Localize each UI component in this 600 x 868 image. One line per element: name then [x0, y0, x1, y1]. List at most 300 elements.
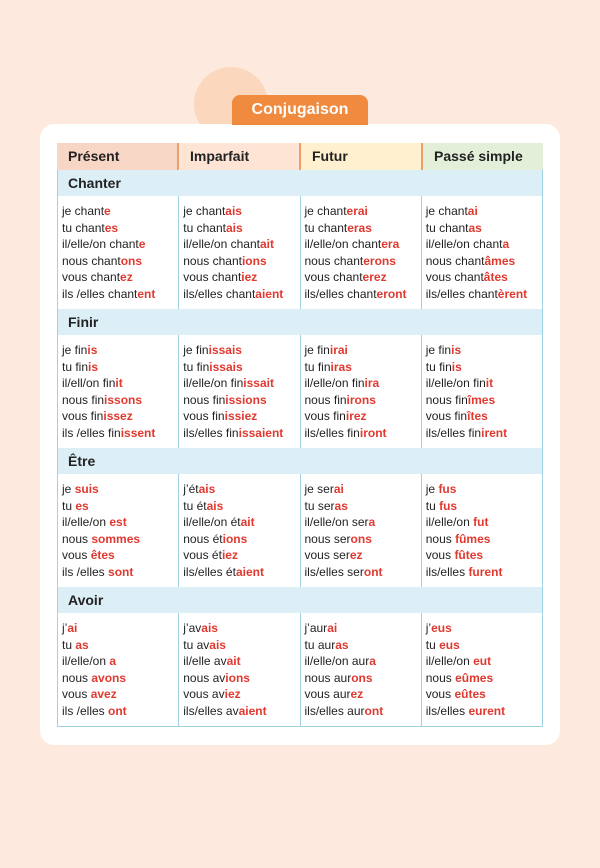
conjugated-form [426, 236, 542, 253]
form-ending: suis [74, 482, 99, 496]
conjugated-form [62, 425, 178, 442]
form-ending: âtes [483, 270, 508, 285]
form-ending: ions [222, 531, 248, 546]
form-ending: ais [225, 204, 242, 218]
form-stem: tu fin [425, 359, 452, 374]
verb-conjugation-row [58, 196, 542, 309]
form-stem: je chant [304, 204, 347, 218]
conjugated-form [62, 637, 178, 654]
form-ending: issiez [224, 409, 258, 424]
form-stem: ils /elles [62, 703, 109, 718]
form-ending: avons [91, 670, 127, 685]
conjugated-form [305, 703, 421, 720]
header-present: Présent [57, 143, 177, 170]
form-stem: ils/elles ser [304, 564, 364, 579]
conjugated-form [305, 686, 421, 703]
form-stem: il/elle/on [425, 515, 474, 530]
conjugated-form [305, 514, 421, 531]
conjugated-form [305, 342, 421, 359]
verb-section-label: Être [58, 448, 542, 474]
conjugated-form [62, 653, 178, 670]
conjugated-form [62, 703, 178, 720]
form-stem: tu chant [183, 220, 226, 235]
form-ending: irai [329, 343, 348, 357]
form-stem: il/elle/on chant [425, 237, 503, 252]
conjugated-form [426, 408, 542, 425]
form-ending: ais [209, 637, 226, 652]
verb-section-label: Finir [58, 309, 542, 335]
form-ending: fus [439, 498, 458, 513]
form-stem: nous fin [183, 392, 226, 407]
conjugated-form [183, 547, 299, 564]
form-stem: nous ét [183, 531, 223, 546]
form-ending: ions [241, 253, 267, 268]
conjugated-form [426, 498, 542, 515]
conjugated-form [62, 269, 178, 286]
form-stem: ils /elles fin [62, 425, 121, 440]
conjugation-cell-futur [300, 335, 421, 448]
form-stem: ils/elles fin [425, 425, 482, 440]
verbs-body [57, 170, 543, 727]
conjugated-form [183, 620, 299, 637]
form-ending: furent [468, 564, 503, 579]
form-stem: tu chant [62, 220, 105, 235]
form-ending: issais [208, 343, 242, 357]
form-ending: avez [90, 687, 117, 702]
form-ending: eurent [468, 703, 506, 718]
form-ending: it [485, 376, 494, 391]
form-stem: vous chant [304, 270, 363, 285]
conjugated-form [426, 425, 542, 442]
form-stem: tu chant [304, 220, 348, 235]
conjugated-form [62, 408, 178, 425]
form-stem: nous chant [425, 253, 485, 268]
form-ending: îtes [467, 409, 488, 424]
form-stem: je chant [183, 204, 226, 218]
conjugated-form [183, 392, 299, 409]
conjugated-form [426, 342, 542, 359]
form-ending: issons [104, 392, 143, 407]
conjugation-cell-present [58, 474, 178, 587]
form-ending: eras [347, 220, 372, 235]
conjugated-form [183, 342, 299, 359]
form-ending: sont [108, 564, 134, 579]
form-ending: ez [120, 270, 133, 285]
conjugated-form [426, 359, 542, 376]
form-ending: ai [67, 621, 78, 635]
form-stem: tu ét [183, 498, 207, 513]
form-stem: je chant [425, 204, 468, 218]
form-ending: es [75, 498, 89, 513]
conjugated-form [305, 564, 421, 581]
conjugated-form [183, 425, 299, 442]
conjugated-form [183, 703, 299, 720]
conjugated-form [183, 514, 299, 531]
form-ending: ons [120, 253, 143, 268]
form-ending: era [381, 237, 400, 252]
form-stem: il/elle/on [62, 654, 110, 669]
form-ending: âmes [484, 253, 516, 268]
form-stem: vous [62, 548, 91, 563]
conjugated-form [426, 375, 542, 392]
form-ending: issions [225, 392, 267, 407]
form-ending: fûtes [454, 548, 484, 563]
form-ending: ont [364, 703, 384, 718]
form-stem: ils/elles [425, 703, 469, 718]
conjugated-form [62, 686, 178, 703]
form-stem: je fin [304, 343, 330, 357]
form-stem: vous ser [304, 548, 350, 563]
conjugated-form [426, 269, 542, 286]
form-stem: vous chant [425, 270, 484, 285]
form-stem: je [425, 482, 439, 496]
conjugation-cell-present [58, 335, 178, 448]
form-stem: nous fin [425, 392, 468, 407]
conjugated-form [62, 236, 178, 253]
form-ending: issais [209, 359, 243, 374]
conjugated-form [183, 653, 299, 670]
form-stem: vous [425, 548, 455, 563]
form-ending: as [335, 637, 349, 652]
conjugation-cell-present [58, 196, 178, 309]
conjugated-form [305, 286, 421, 303]
header-passe-simple: Passé simple [421, 143, 543, 170]
conjugation-table [57, 143, 543, 727]
conjugated-form [62, 220, 178, 237]
conjugated-form [305, 392, 421, 409]
form-ending: êtes [90, 548, 115, 563]
header-imparfait: Imparfait [177, 143, 299, 170]
form-ending: es [104, 220, 119, 235]
form-ending: ais [225, 220, 243, 235]
form-ending: ez [350, 687, 364, 702]
form-stem: nous aur [304, 670, 352, 685]
conjugated-form [426, 653, 542, 670]
form-stem: j’ét [183, 482, 199, 496]
verb-conjugation-row [58, 335, 542, 448]
conjugated-form [305, 498, 421, 515]
conjugated-form [183, 286, 299, 303]
form-stem: je fin [62, 343, 88, 357]
form-stem: tu aur [304, 637, 336, 652]
form-ending: ont [363, 564, 383, 579]
form-ending: erai [346, 204, 368, 218]
form-ending: e [104, 204, 111, 218]
form-stem: je [62, 482, 75, 496]
conjugated-form [305, 236, 421, 253]
form-ending: eûmes [455, 670, 494, 685]
form-ending: aient [238, 703, 267, 718]
form-stem: ils/elles fin [304, 425, 360, 440]
form-stem: vous chant [183, 270, 242, 285]
conjugated-form [305, 670, 421, 687]
form-stem: nous [425, 531, 456, 546]
conjugated-form [426, 547, 542, 564]
form-stem: il/elle av [183, 654, 227, 669]
conjugated-form [305, 531, 421, 548]
form-ending: ait [259, 237, 274, 252]
form-ending: iez [224, 687, 241, 702]
form-ending: ons [351, 670, 373, 685]
form-ending: it [115, 376, 123, 391]
conjugation-cell-passe-simple [421, 335, 542, 448]
form-ending: irons [346, 392, 376, 407]
form-stem: tu chant [425, 220, 469, 235]
conjugated-form [183, 203, 299, 220]
conjugated-form [183, 564, 299, 581]
conjugated-form [305, 653, 421, 670]
form-stem: il/elle/on fin [183, 376, 244, 391]
form-ending: is [87, 343, 98, 357]
form-stem: il/elle/on chant [304, 237, 382, 252]
conjugated-form [183, 686, 299, 703]
form-ending: aient [255, 286, 284, 301]
form-ending: as [75, 637, 89, 652]
conjugated-form [426, 481, 542, 498]
form-stem: nous [62, 670, 92, 685]
form-ending: erons [363, 253, 396, 268]
form-ending: iez [221, 548, 238, 563]
form-stem: tu fin [304, 359, 331, 374]
form-ending: issait [243, 376, 274, 391]
conjugated-form [62, 620, 178, 637]
form-stem: vous aur [304, 687, 351, 702]
form-stem: il/elle/on chant [183, 237, 260, 252]
form-ending: ont [108, 703, 127, 718]
form-stem: nous chant [304, 253, 364, 268]
conjugated-form [183, 481, 299, 498]
form-stem: il/elle/on fin [304, 376, 365, 391]
form-stem: j’ [62, 621, 68, 635]
conjugated-form [183, 375, 299, 392]
form-stem: il/elle/on ser [304, 515, 369, 530]
form-ending: ez [349, 548, 363, 563]
conjugated-form [426, 203, 542, 220]
form-stem: j’aur [304, 621, 328, 635]
form-stem: nous ser [304, 531, 351, 546]
page-title: Conjugaison [232, 95, 368, 125]
form-stem: nous chant [62, 253, 121, 268]
form-stem: vous fin [304, 409, 346, 424]
form-ending: a [109, 654, 117, 669]
form-stem: ils/elles chant [183, 286, 256, 301]
form-ending: sommes [91, 531, 141, 546]
form-ending: ai [467, 204, 478, 218]
form-ending: eûtes [454, 687, 486, 702]
conjugation-cell-present [58, 613, 178, 726]
form-ending: ais [201, 621, 218, 635]
form-ending: eus [431, 621, 452, 635]
form-ending: irent [481, 425, 508, 440]
conjugated-form [183, 253, 299, 270]
form-ending: ait [226, 654, 241, 669]
conjugated-form [183, 236, 299, 253]
form-ending: fus [438, 482, 457, 496]
form-stem: ils/elles chant [304, 286, 377, 301]
conjugation-cell-futur [300, 613, 421, 726]
form-ending: îmes [467, 392, 496, 407]
form-ending: as [468, 220, 482, 235]
conjugation-cell-imparfait [178, 474, 299, 587]
form-stem: nous [425, 670, 456, 685]
form-stem: il/elle/on [425, 654, 474, 669]
header-futur: Futur [299, 143, 421, 170]
form-ending: issaient [238, 425, 284, 440]
conjugated-form [62, 375, 178, 392]
form-stem: tu [62, 498, 76, 513]
form-stem: ils/elles chant [425, 286, 498, 301]
form-ending: iez [241, 270, 258, 285]
form-stem: tu [425, 637, 440, 652]
conjugated-form [62, 481, 178, 498]
form-ending: iras [330, 359, 352, 374]
conjugated-form [305, 481, 421, 498]
form-ending: fûmes [455, 531, 491, 546]
conjugated-form [62, 286, 178, 303]
conjugated-form [426, 531, 542, 548]
conjugated-form [426, 637, 542, 654]
form-stem: vous [425, 687, 455, 702]
form-ending: est [109, 515, 127, 530]
conjugated-form [305, 547, 421, 564]
form-ending: a [502, 237, 510, 252]
conjugated-form [305, 620, 421, 637]
form-stem: je fin [183, 343, 209, 357]
form-ending: erez [362, 270, 387, 285]
form-stem: j’av [183, 621, 202, 635]
conjugation-cell-imparfait [178, 613, 299, 726]
form-ending: ons [350, 531, 372, 546]
form-stem: il/elle/on [62, 515, 110, 530]
form-ending: èrent [497, 286, 528, 301]
form-stem: vous ét [183, 548, 222, 563]
form-stem: ils/elles [425, 564, 469, 579]
conjugated-form [183, 359, 299, 376]
conjugation-cell-passe-simple [421, 474, 542, 587]
conjugated-form [183, 498, 299, 515]
conjugated-form [305, 425, 421, 442]
form-stem: il/ell/on fin [62, 376, 116, 391]
form-stem: vous fin [425, 409, 468, 424]
conjugated-form [426, 703, 542, 720]
form-ending: ai [327, 621, 338, 635]
form-stem: tu ser [304, 498, 335, 513]
conjugated-form [426, 670, 542, 687]
conjugated-form [62, 392, 178, 409]
form-ending: irez [345, 409, 367, 424]
form-stem: nous fin [62, 392, 105, 407]
form-stem: nous av [183, 670, 226, 685]
conjugated-form [183, 220, 299, 237]
conjugated-form [62, 359, 178, 376]
conjugated-form [426, 686, 542, 703]
tense-header-row [57, 143, 543, 170]
conjugated-form [305, 359, 421, 376]
conjugation-cell-futur [300, 196, 421, 309]
form-ending: eus [439, 637, 460, 652]
form-ending: ira [364, 376, 380, 391]
form-stem: ils/elles av [183, 703, 239, 718]
conjugated-form [62, 498, 178, 515]
verb-conjugation-row [58, 474, 542, 587]
conjugated-form [426, 620, 542, 637]
form-stem: je chant [62, 204, 105, 218]
conjugated-form [305, 408, 421, 425]
form-ending: ions [225, 670, 250, 685]
conjugated-form [183, 531, 299, 548]
form-ending: as [334, 498, 348, 513]
form-ending: issent [120, 425, 156, 440]
conjugated-form [305, 253, 421, 270]
conjugated-form [305, 269, 421, 286]
form-ending: a [369, 654, 376, 669]
form-ending: is [451, 359, 462, 374]
conjugated-form [62, 203, 178, 220]
form-stem: nous [62, 531, 92, 546]
form-ending: aient [235, 564, 264, 579]
form-stem: vous fin [183, 409, 225, 424]
form-stem: je ser [304, 482, 334, 496]
form-stem: nous fin [304, 392, 347, 407]
form-stem: j’ [425, 621, 432, 635]
conjugated-form [62, 564, 178, 581]
form-stem: ils/elles fin [183, 425, 239, 440]
form-ending: ais [198, 482, 216, 496]
form-ending: e [138, 237, 146, 252]
form-stem: il/elle/on chant [62, 237, 139, 252]
form-stem: tu fin [62, 359, 89, 374]
conjugated-form [62, 531, 178, 548]
form-stem: tu fin [183, 359, 210, 374]
conjugated-form [305, 375, 421, 392]
form-stem: ils /elles chant [62, 286, 138, 301]
conjugated-form [426, 253, 542, 270]
conjugation-cell-imparfait [178, 196, 299, 309]
conjugated-form [62, 342, 178, 359]
conjugated-form [426, 564, 542, 581]
form-stem: il/elle/on aur [304, 654, 370, 669]
form-ending: eront [376, 286, 407, 301]
conjugation-cell-futur [300, 474, 421, 587]
form-ending: ai [333, 482, 344, 496]
conjugated-form [305, 203, 421, 220]
conjugated-form [62, 670, 178, 687]
form-ending: ais [206, 498, 224, 513]
form-stem: vous av [183, 687, 225, 702]
form-ending: fut [473, 515, 489, 530]
form-ending: eut [473, 654, 492, 669]
conjugated-form [62, 547, 178, 564]
form-stem: ils/elles aur [304, 703, 365, 718]
conjugated-form [426, 514, 542, 531]
conjugated-form [183, 637, 299, 654]
form-stem: tu [425, 498, 440, 513]
conjugated-form [426, 392, 542, 409]
form-stem: tu av [183, 637, 210, 652]
form-stem: nous chant [183, 253, 242, 268]
form-stem: ils/elles ét [183, 564, 236, 579]
form-ending: iront [359, 425, 387, 440]
conjugated-form [426, 220, 542, 237]
verb-conjugation-row [58, 613, 542, 726]
form-ending: issez [103, 409, 133, 424]
form-ending: ent [137, 286, 156, 301]
form-stem: vous fin [62, 409, 104, 424]
form-ending: is [88, 359, 99, 374]
verb-section-label: Chanter [58, 170, 542, 196]
conjugation-cell-passe-simple [421, 196, 542, 309]
conjugated-form [305, 637, 421, 654]
